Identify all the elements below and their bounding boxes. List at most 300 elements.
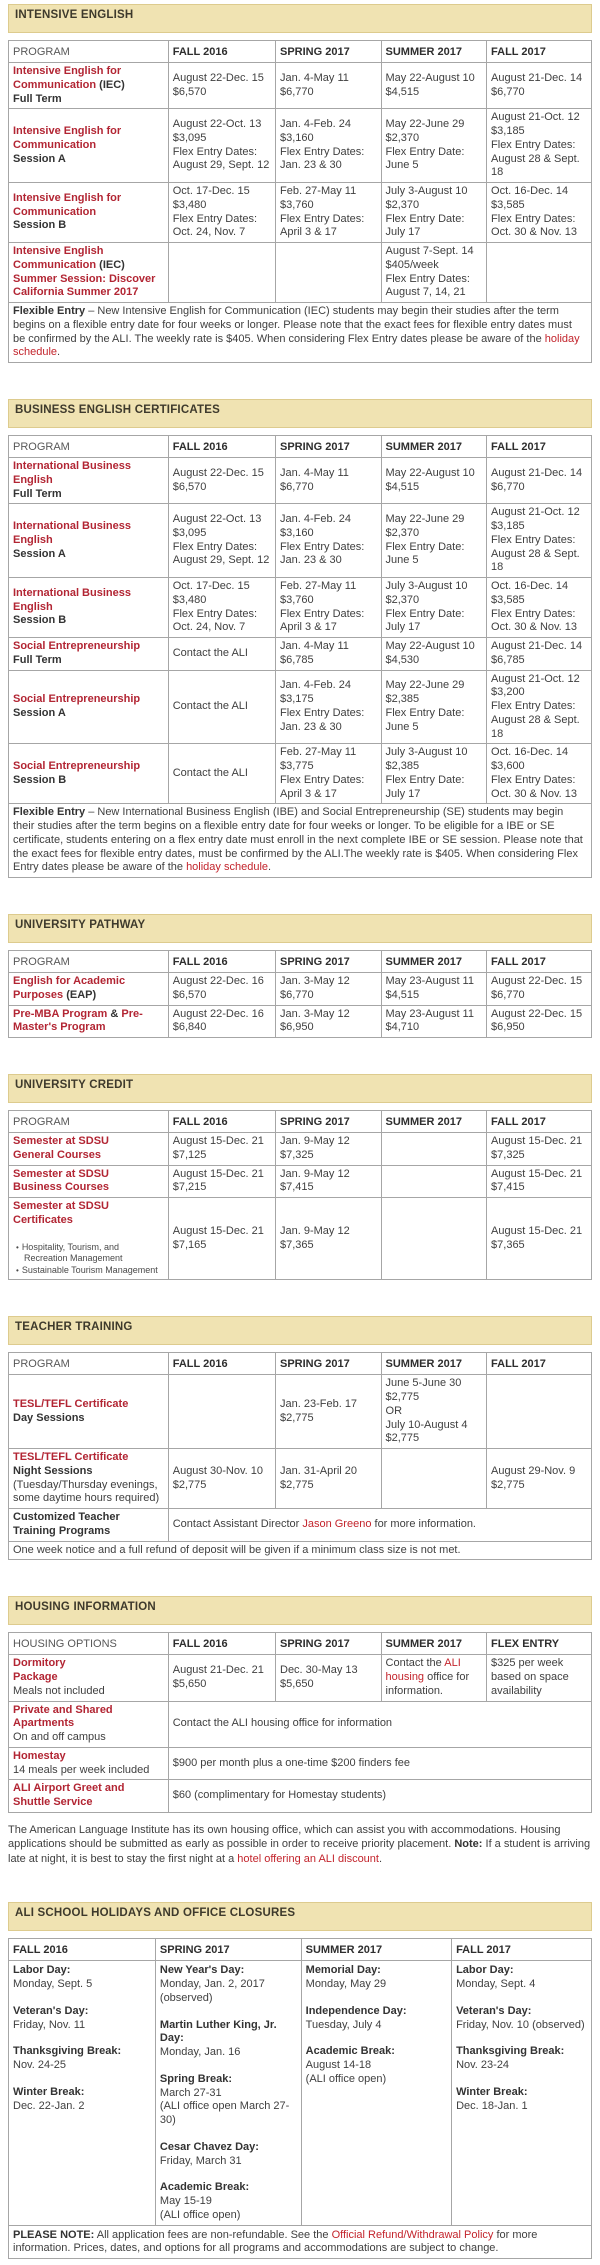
text: Jan. 3-May 12 — [280, 975, 350, 987]
text-line — [491, 1149, 587, 1163]
ali-housing-link[interactable]: ALI housing — [385, 1657, 461, 1683]
table-row — [9, 1701, 592, 1747]
text: $2,775 — [385, 1432, 420, 1445]
text-line — [386, 132, 483, 146]
section-header-teacher-training: TEACHER TRAINING — [8, 1316, 592, 1345]
text-line — [173, 527, 271, 541]
text-line — [491, 640, 587, 654]
table-row — [9, 1509, 592, 1542]
column-header: PROGRAM — [9, 1353, 169, 1375]
text-line — [13, 1242, 164, 1265]
text: August 21-Oct. 12 — [491, 111, 580, 124]
text-line — [280, 185, 377, 199]
column-header: FALL 2016 — [168, 1633, 275, 1655]
text-line — [13, 806, 587, 875]
column-header: FALL 2016 — [9, 1939, 156, 1961]
text: Flex Entry Dates: Oct. 30 & Nov. 13 — [491, 773, 578, 800]
text: $2,775 — [385, 1391, 420, 1403]
text-line — [280, 679, 377, 693]
text: . — [268, 861, 272, 874]
bold-label: PLEASE NOTE: — [13, 2228, 95, 2241]
text: Flex Entry Dates: Oct. 30 & Nov. 13 — [491, 212, 578, 239]
text-line — [280, 989, 377, 1003]
text: – New International Business English (IBE) and Social Entrepreneurship (SE) students may begin their studies after the term begins on a flexible entry date for four weeks or longer. To be eligible for a IBE or SE certificate, students entering on a flex entry date must enroll in the next complete IBE or SE session. Please note that the exact fees for flexible entry dates, must be confirmed by the ALI.The weekly rate is $405. When considering Flex Entry dates please be aware of the — [13, 806, 583, 874]
text-line — [386, 467, 483, 481]
text-line — [386, 259, 483, 273]
bold-label: Full Term — [13, 653, 62, 666]
text-line — [13, 1764, 164, 1778]
text: Flex Entry Dates: Jan. 23 & 30 — [280, 145, 365, 172]
text: Flex Entry Dates: Jan. 23 & 30 — [280, 540, 365, 567]
spacer — [160, 2060, 297, 2073]
text: $3,160 — [280, 526, 314, 539]
table-row — [9, 458, 592, 504]
header-row — [9, 951, 592, 973]
text: $900 per month plus a one-time $200 finders fee — [172, 1756, 410, 1769]
text-line — [13, 587, 164, 615]
text-line — [456, 2100, 587, 2114]
text: $4,515 — [385, 480, 420, 493]
text-line — [491, 746, 587, 760]
text: Meals not included — [13, 1684, 105, 1697]
text-line — [13, 707, 164, 721]
program-name: Certificates — [13, 1213, 73, 1226]
text: OR — [385, 1404, 403, 1417]
program-cell — [9, 670, 169, 744]
schedule-cell — [487, 744, 592, 804]
column-header: SUMMER 2017 — [381, 1111, 487, 1133]
text: $3,095 — [172, 526, 207, 539]
text: $6,770 — [280, 988, 314, 1001]
table-row — [9, 1198, 592, 1280]
text-line — [13, 1671, 164, 1685]
spacer — [160, 2006, 297, 2019]
spacer — [160, 2128, 297, 2141]
text-line — [491, 481, 587, 495]
schedule-cell — [381, 638, 487, 671]
text-line — [160, 2181, 297, 2195]
text-line — [491, 673, 587, 687]
text: August 15-Dec. 21 — [172, 1135, 264, 1147]
column-header: SPRING 2017 — [155, 1939, 301, 1961]
spacer — [456, 2073, 587, 2086]
schedule-cell — [168, 1375, 275, 1449]
note-cell — [168, 1780, 591, 1813]
program-cell — [9, 1005, 169, 1038]
text-line — [160, 2019, 297, 2047]
bold-label: (IEC) — [96, 78, 125, 91]
text: $2,775 — [280, 1478, 314, 1491]
text-line — [386, 580, 483, 594]
section-intensive-english — [8, 4, 592, 363]
schedule-cell — [381, 183, 487, 243]
column-header: SUMMER 2017 — [381, 1353, 487, 1375]
text-line — [491, 111, 587, 125]
section-header-holidays: ALI SCHOOL HOLIDAYS AND OFFICE CLOSURES — [8, 1902, 592, 1931]
schedule-cell — [381, 1655, 487, 1701]
schedule-cell — [381, 1005, 487, 1038]
text-line — [13, 1511, 164, 1539]
schedule-cell — [381, 578, 487, 638]
column-header: FALL 2017 — [487, 41, 592, 63]
text: $3,760 — [280, 593, 314, 606]
text-line — [491, 1465, 587, 1479]
text-line — [386, 707, 483, 735]
column-header: SUMMER 2017 — [381, 41, 487, 63]
text-line — [173, 1239, 271, 1253]
section-header-university-credit: UNIVERSITY CREDIT — [8, 1074, 592, 1103]
schedule-cell — [276, 1655, 382, 1701]
bold-label: Flexible Entry — [13, 806, 86, 819]
text: $3,760 — [280, 198, 314, 211]
program-name: Business Courses — [13, 1181, 109, 1194]
text: (ALI office open) — [159, 2208, 241, 2221]
text-line — [160, 1992, 297, 2006]
text-line — [491, 520, 587, 534]
text-line — [280, 1398, 377, 1412]
text-line — [386, 185, 483, 199]
program-name: Semester at SDSU — [13, 1135, 109, 1147]
text: August 21-Oct. 12 — [491, 506, 580, 519]
text-line — [386, 1432, 483, 1446]
text-line — [13, 1731, 164, 1745]
text: (ALI office open) — [305, 2072, 387, 2085]
text: Monday, May 29 — [305, 1978, 387, 1991]
header-row — [9, 1939, 592, 1961]
section-teacher-training — [8, 1316, 592, 1560]
text: July 3-August 10 — [385, 746, 468, 759]
holiday-schedule-link[interactable]: holiday schedule — [13, 332, 580, 359]
text-line — [386, 975, 483, 989]
text: Oct. 17-Dec. 15 — [172, 580, 250, 592]
refund-policy-link[interactable]: Official Refund/Withdrawal Policy — [331, 2228, 494, 2241]
section-university-pathway — [8, 914, 592, 1038]
text-line — [280, 693, 377, 707]
schedule-cell — [168, 458, 275, 504]
program-name: Pre-MBA Program — [13, 1007, 108, 1020]
text: $3,600 — [491, 760, 525, 772]
schedule-cell — [381, 1165, 487, 1198]
program-cell — [9, 109, 169, 183]
schedule-cell — [168, 183, 275, 243]
text-line — [13, 1398, 164, 1412]
text: May 22-June 29 — [385, 679, 465, 692]
text-line — [13, 1685, 164, 1699]
text-line — [173, 1664, 271, 1678]
text-line — [13, 305, 587, 360]
text-line — [13, 1135, 164, 1149]
text: Jan. 4-Feb. 24 — [280, 118, 351, 131]
text: August 30-Nov. 10 — [172, 1464, 264, 1477]
text: August 7-Sept. 14 — [385, 245, 474, 257]
schedule-cell — [168, 1133, 275, 1166]
text-line — [280, 1465, 377, 1479]
text-line — [160, 2073, 297, 2087]
text-line — [306, 1964, 447, 1978]
text-line — [13, 1465, 164, 1479]
text-line — [13, 1544, 587, 1558]
text: August 21-Dec. 14 — [491, 71, 583, 84]
text-line — [280, 1008, 377, 1022]
text: July 10-August 4 — [385, 1418, 468, 1431]
text-line — [13, 2100, 151, 2114]
text: $7,325 — [491, 1148, 525, 1161]
column-header: PROGRAM — [9, 436, 169, 458]
text: Sustainable Tourism Management — [21, 1265, 158, 1275]
header-row — [9, 1111, 592, 1133]
text: Friday, March 31 — [159, 2154, 242, 2167]
schedule-cell — [168, 109, 275, 183]
text-line — [280, 1135, 377, 1149]
text: 14 meals per week included — [13, 1763, 150, 1776]
text-line — [306, 1978, 447, 1992]
text: $6,950 — [491, 1021, 525, 1034]
text-line — [280, 146, 377, 174]
holiday-cell — [155, 1961, 301, 2225]
holiday-schedule-link[interactable]: holiday schedule — [186, 861, 269, 874]
column-header: FLEX ENTRY — [487, 1633, 592, 1655]
schedule-cell — [487, 1165, 592, 1198]
bold-label: Spring Break: — [159, 2072, 233, 2085]
text: $6,950 — [280, 1021, 314, 1034]
column-header: SUMMER 2017 — [381, 951, 487, 973]
program-cell — [9, 1165, 169, 1198]
column-header: SPRING 2017 — [276, 436, 382, 458]
text-line — [386, 1405, 483, 1419]
text-line — [13, 219, 164, 233]
bold-label: Independence Day: — [305, 2004, 407, 2017]
text: August 15-Dec. 21 — [491, 1224, 583, 1237]
text-line — [160, 2100, 297, 2128]
text-line — [280, 640, 377, 654]
text: Flex Entry Dates: April 3 & 17 — [280, 773, 365, 800]
text: July 3-August 10 — [385, 580, 468, 592]
holidays-table — [8, 1938, 592, 2259]
text-line — [173, 647, 271, 661]
text-line — [13, 273, 164, 301]
text-line — [173, 199, 271, 213]
text-line — [160, 2209, 297, 2223]
text-line — [173, 1225, 271, 1239]
schedule-cell — [487, 1375, 592, 1449]
text-line — [13, 654, 164, 668]
program-cell — [9, 1375, 169, 1449]
text-line — [280, 86, 377, 100]
text-line — [173, 185, 271, 199]
schedule-cell — [381, 63, 487, 109]
note-cell — [9, 303, 592, 363]
text-line — [386, 1391, 483, 1405]
text-line — [386, 679, 483, 693]
text-line — [173, 467, 271, 481]
text-line — [13, 1214, 164, 1228]
bold-label: Veteran's Day: — [456, 2004, 532, 2017]
schedule-cell — [381, 744, 487, 804]
text: $405/week — [385, 258, 439, 271]
text: $6,840 — [172, 1021, 207, 1034]
text: $6,770 — [280, 480, 314, 493]
text: Monday, Jan. 2, 2017 — [159, 1978, 265, 1991]
text-line — [386, 640, 483, 654]
schedule-cell — [276, 1133, 382, 1166]
text: for more information. — [371, 1517, 476, 1530]
text-line — [173, 541, 271, 569]
bold-label: Full Term — [13, 92, 62, 105]
text: $4,515 — [385, 988, 420, 1001]
text-line — [173, 1135, 271, 1149]
program-name: International Business English — [13, 586, 131, 613]
schedule-cell — [487, 638, 592, 671]
text-line — [386, 989, 483, 1003]
ali-discount-hotel-link[interactable]: hotel offering an ALI discount — [237, 1852, 379, 1865]
text: $6,570 — [172, 85, 207, 98]
text: Oct. 17-Dec. 15 — [172, 185, 250, 197]
schedule-cell — [276, 504, 382, 578]
text-line — [386, 1008, 483, 1022]
schedule-cell — [168, 670, 275, 744]
text: August 22-Dec. 15 — [491, 1007, 583, 1020]
schedule-cell — [381, 109, 487, 183]
text: $6,770 — [491, 480, 525, 493]
bold-label: Cesar Chavez Day: — [159, 2140, 259, 2153]
text-line — [13, 1782, 164, 1810]
business-english-table — [8, 435, 592, 878]
note-row — [9, 1541, 592, 1560]
header-row — [9, 1353, 592, 1375]
schedule-cell — [381, 1133, 487, 1166]
jason-greeno-link[interactable]: Jason Greeno — [302, 1517, 372, 1530]
text: $3,200 — [491, 686, 525, 699]
text: Contact the ALI — [172, 766, 248, 779]
text-line — [13, 2045, 151, 2059]
text: August 22-Oct. 13 — [172, 118, 262, 131]
schedule-cell — [381, 243, 487, 303]
text: Oct. 16-Dec. 14 — [491, 580, 569, 592]
text: August 22-Dec. 16 — [172, 1007, 264, 1020]
bold-label: Memorial Day: — [305, 1964, 381, 1977]
text-line — [491, 975, 587, 989]
text-line — [173, 132, 271, 146]
table-row — [9, 183, 592, 243]
section-header-business-english: BUSINESS ENGLISH CERTIFICATES — [8, 399, 592, 428]
university-credit-table — [8, 1110, 592, 1280]
column-header: FALL 2016 — [168, 951, 275, 973]
text: – New Intensive English for Communication (IEC) students may begin their studies after the term begins on a flexible entry date for four weeks or longer. Please note that the exact fees for flexible entry dates must be confirmed by the ALI. The weekly rate is $405. When considering Flex Entry dates please be aware of the — [13, 305, 572, 345]
table-row — [9, 109, 592, 183]
text-line — [491, 1135, 587, 1149]
schedule-cell — [487, 1133, 592, 1166]
bold-label: Session B — [13, 614, 67, 627]
text-line — [173, 767, 271, 781]
schedule-cell — [381, 670, 487, 744]
schedule-cell — [168, 1198, 275, 1280]
text: $3,185 — [491, 125, 525, 137]
text: $325 per week based on space availability — [491, 1657, 569, 1697]
header-row — [9, 1633, 592, 1655]
column-header: FALL 2017 — [487, 436, 592, 458]
schedule-cell — [276, 638, 382, 671]
text: Flex Entry Date: June 5 — [385, 145, 465, 172]
section-header-university-pathway: UNIVERSITY PATHWAY — [8, 914, 592, 943]
text-line — [160, 2141, 297, 2155]
spacer — [13, 2032, 151, 2045]
schedule-cell — [487, 1449, 592, 1509]
table-row — [9, 670, 592, 744]
column-header: FALL 2016 — [168, 41, 275, 63]
text-line — [306, 2073, 447, 2087]
text-line — [280, 213, 377, 241]
bold-label: Martin Luther King, Jr. Day: — [159, 2018, 277, 2045]
text-line — [13, 693, 164, 707]
bullet-icon: • — [16, 1266, 19, 1275]
schedule-cell — [487, 183, 592, 243]
text-line — [386, 760, 483, 774]
text-line — [173, 975, 271, 989]
intensive-english-table — [8, 40, 592, 363]
schedule-cell — [168, 1449, 275, 1509]
text: Flex Entry Date: June 5 — [385, 706, 465, 733]
text-line — [306, 2019, 447, 2033]
program-cell — [9, 183, 169, 243]
section-housing-information — [8, 1596, 592, 1866]
text-line — [456, 2045, 587, 2059]
text: August 21-Oct. 12 — [491, 672, 580, 685]
text: $7,365 — [491, 1238, 525, 1251]
table-row — [9, 1005, 592, 1038]
text: Nov. 23-24 — [456, 2059, 510, 2072]
text-line — [491, 686, 587, 700]
text-line — [280, 541, 377, 569]
bold-label: Note: — [454, 1838, 483, 1851]
schedule-cell — [276, 243, 382, 303]
text: Jan. 3-May 12 — [280, 1007, 350, 1020]
text: March 27-31 — [159, 2086, 222, 2099]
text-line — [13, 1265, 164, 1276]
bold-label: Day Sessions — [13, 1411, 85, 1424]
housing-footnote — [8, 1823, 592, 1867]
text-line — [280, 199, 377, 213]
text: The American Language Institute has its own housing office, which can assist you with accommodations. Housing applications should be submitted as early as possible in order to receive priority placement. — [8, 1823, 561, 1851]
program-name: International Business English — [13, 520, 131, 546]
text: August 15-Dec. 21 — [172, 1224, 264, 1237]
text: Flex Entry Dates: August 29, Sept. 12 — [172, 145, 270, 172]
text-line — [491, 1479, 587, 1493]
text: May 15-19 — [159, 2195, 212, 2208]
text: $2,385 — [385, 760, 420, 772]
text-line — [13, 1008, 164, 1036]
text-line — [491, 506, 587, 520]
schedule-cell — [381, 1449, 487, 1509]
text: $5,650 — [280, 1677, 314, 1690]
bold-label: Full Term — [13, 487, 62, 500]
text: August 21-Dec. 14 — [491, 640, 583, 652]
text: Flex Entry Dates: Jan. 23 & 30 — [280, 706, 365, 733]
text-line — [386, 72, 483, 86]
text: (Tuesday/Thursday evenings, some daytime hours required) — [13, 1478, 160, 1505]
section-header-intensive-english: INTENSIVE ENGLISH — [8, 4, 592, 33]
program-name: Intensive English for Communication — [13, 65, 122, 91]
program-cell — [9, 1198, 169, 1280]
column-header: SUMMER 2017 — [381, 436, 487, 458]
text: $7,325 — [280, 1148, 314, 1161]
text-line — [386, 481, 483, 495]
text-line — [13, 245, 164, 273]
text-line — [386, 746, 483, 760]
text: $2,775 — [280, 1411, 314, 1424]
text-line — [160, 2046, 297, 2060]
text-line — [13, 1200, 164, 1214]
text-line — [280, 975, 377, 989]
